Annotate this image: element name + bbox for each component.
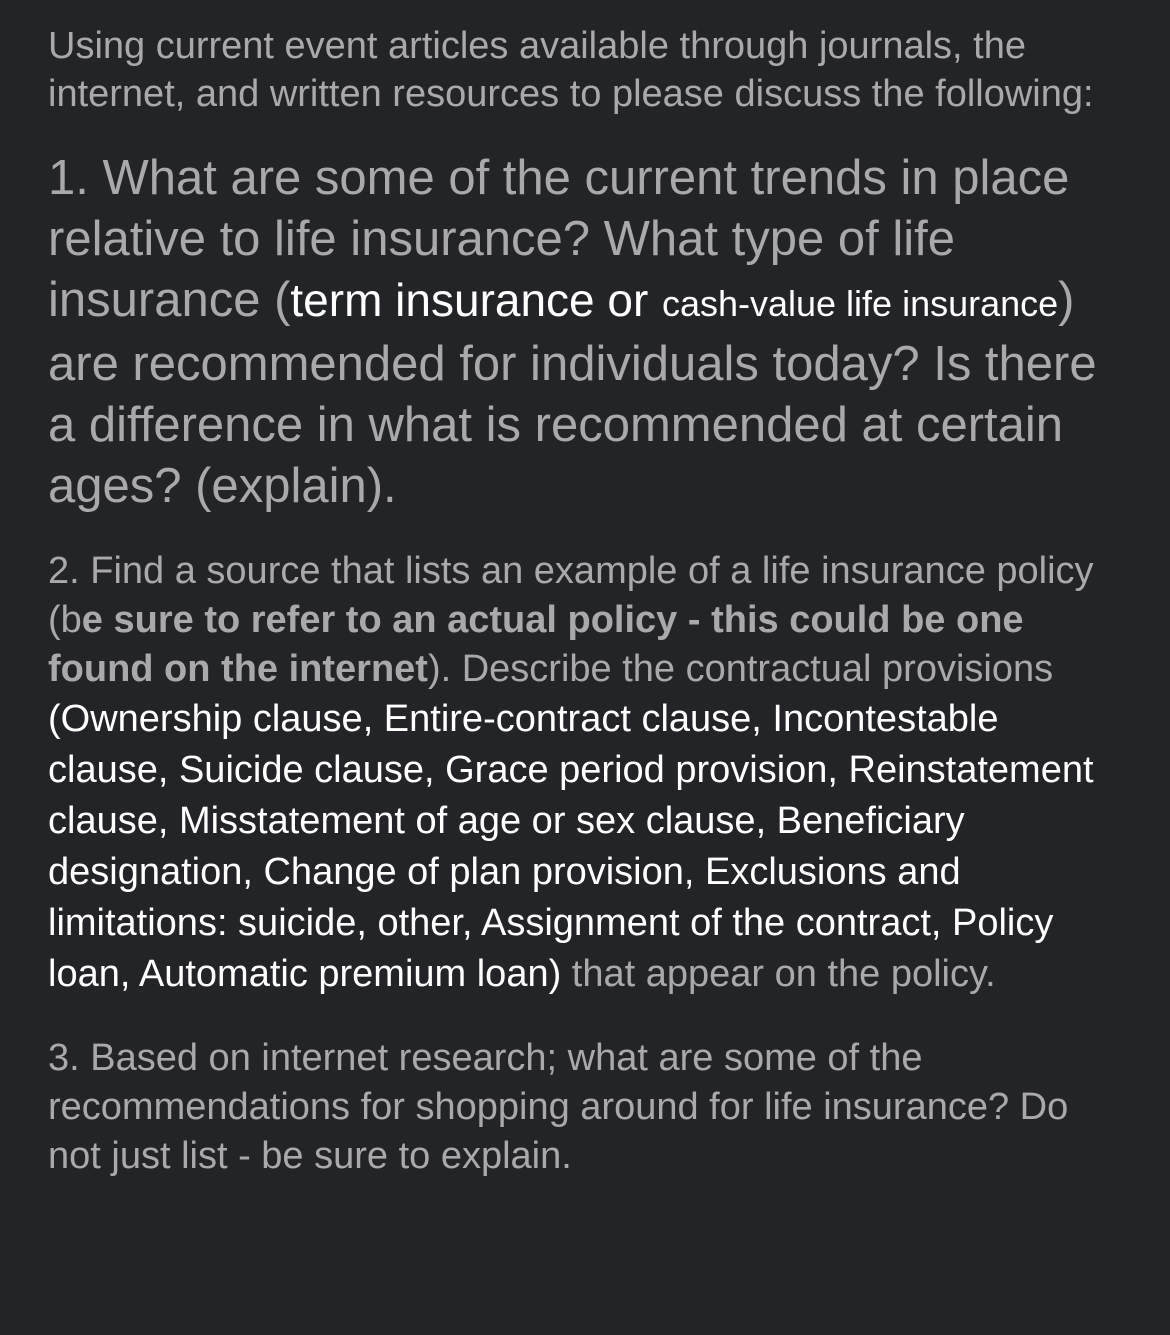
intro-paragraph: Using current event articles available through journals, the internet, and written resources to please discuss the following:	[48, 25, 1094, 115]
question-1-text-b: ) are recommended for individuals today? Is there a difference in what is recommended at certain ages? (explain).	[48, 273, 1097, 513]
provisions-list: (Ownership clause, Entire-contract clause, Incontestable clause, Suicide clause, Grace period provision, Reinstatement clause, Misstatement of age or sex clause, Beneficiary designation, Change of plan provision, Exclusions and limitations: suicide, other, Assignment of the contract, Policy loan, Automatic premium loan)	[48, 698, 1094, 995]
question-2-bold: e sure to refer to an actual policy - this could be one found on the internet	[48, 599, 1024, 690]
question-2-lead: 2. Find a source that lists an example of a life insurance policy (b	[48, 550, 1094, 641]
question-2-tail: that appear on the policy.	[561, 953, 996, 995]
question-1	[48, 148, 1128, 517]
assignment-text	[48, 22, 1128, 1181]
cash-value-highlight: cash-value life insurance	[661, 283, 1059, 324]
question-2-middle: ). Describe the contractual provisions	[427, 648, 1054, 690]
question-3: 3. Based on internet research; what are some of the recommendations for shopping around for life insurance? Do not just list - be sure to explain.	[48, 1037, 1069, 1177]
question-2	[48, 547, 1128, 1000]
term-insurance-highlight: term insurance or	[290, 274, 649, 326]
question-1-text-a: 1. What are some of the current trends in place relative to life insurance? What type of life insurance (	[48, 151, 1070, 327]
